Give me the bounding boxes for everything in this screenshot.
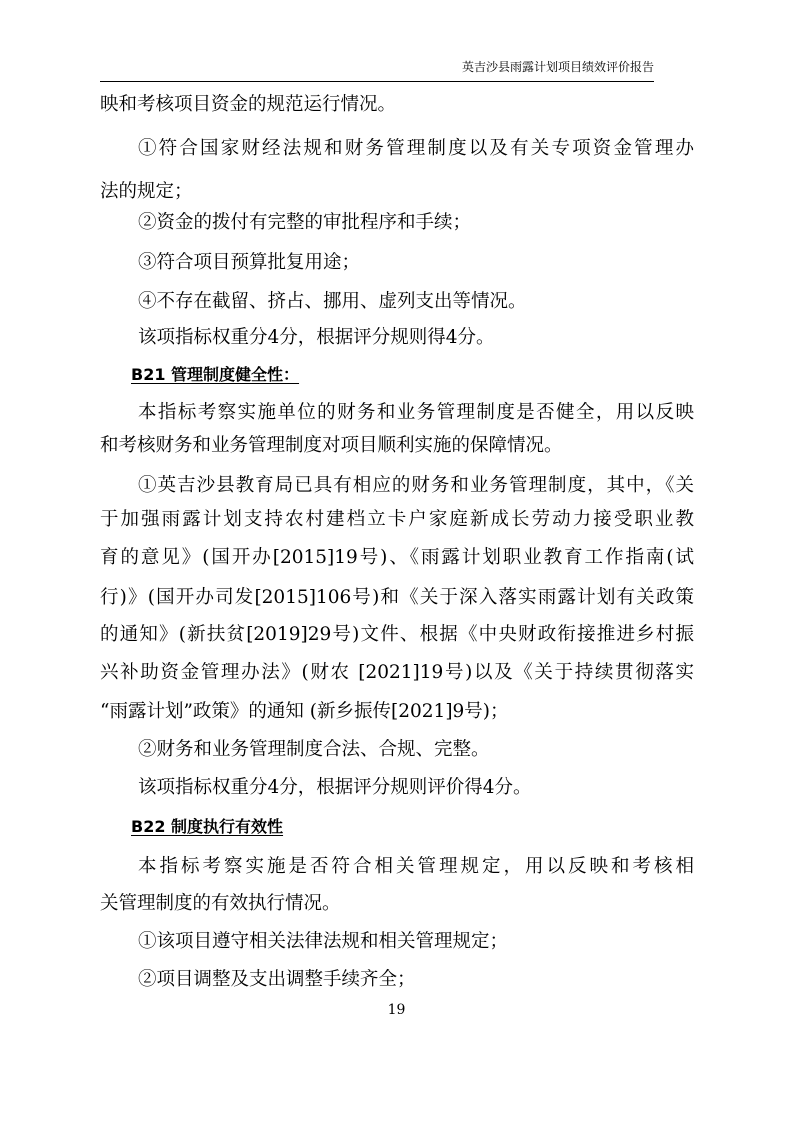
body-line: ②财务和业务管理制度合法、合规、完整。 bbox=[138, 739, 490, 760]
section-heading-b22: B22 制度执行有效性 bbox=[131, 817, 284, 836]
body-line: ①该项目遵守相关法律法规和相关管理规定； bbox=[138, 931, 509, 952]
body-line: 育的意见》(国开办[2015]19号)、《雨露计划职业教育工作指南(试 bbox=[100, 547, 694, 568]
body-line: 于加强雨露计划支持农村建档立卡户家庭新成长劳动力接受职业教 bbox=[100, 509, 694, 530]
body-line: 本指标考察实施单位的财务和业务管理制度是否健全，用以反映 bbox=[138, 402, 694, 423]
header-rule bbox=[100, 81, 654, 82]
body-line: 该项指标权重分4分，根据评分规则得4分。 bbox=[138, 327, 495, 348]
body-line: ②资金的拨付有完整的审批程序和手续； bbox=[138, 212, 472, 233]
running-header: 英吉沙县雨露计划项目绩效评价报告 bbox=[461, 60, 654, 74]
body-line: 行)》(国开办司发[2015]106号)和《关于深入落实雨露计划有关政策 bbox=[100, 587, 694, 608]
page-number: 19 bbox=[387, 1002, 406, 1018]
body-line: ③符合项目预算批复用途； bbox=[138, 252, 361, 273]
body-line: ①英吉沙县教育局已具有相应的财务和业务管理制度，其中，《关 bbox=[138, 475, 694, 496]
body-line: 的通知》(新扶贫[2019]29号)文件、根据《中央财政衔接推进乡村振 bbox=[100, 624, 694, 645]
body-line: 法的规定； bbox=[100, 181, 193, 202]
body-line: 关管理制度的有效执行情况。 bbox=[100, 893, 341, 914]
body-line: 和考核财务和业务管理制度对项目顺利实施的保障情况。 bbox=[100, 435, 563, 456]
body-line: 该项指标权重分4分，根据评分规则评价得4分。 bbox=[138, 777, 532, 798]
body-line: 本指标考察实施是否符合相关管理规定，用以反映和考核相 bbox=[138, 856, 694, 877]
body-line: 映和考核项目资金的规范运行情况。 bbox=[100, 94, 397, 115]
body-line: “雨露计划”政策》的通知 (新乡振传[2021]9号)； bbox=[100, 701, 509, 722]
body-line: ②项目调整及支出调整手续齐全； bbox=[138, 969, 416, 990]
body-line: ④不存在截留、挤占、挪用、虚列支出等情况。 bbox=[138, 291, 527, 312]
body-line: ①符合国家财经法规和财务管理制度以及有关专项资金管理办 bbox=[138, 138, 694, 159]
section-heading-b21: B21 管理制度健全性： bbox=[131, 365, 300, 384]
body-line: 兴补助资金管理办法》(财农 [2021]19号)以及《关于持续贯彻落实 bbox=[100, 662, 694, 683]
